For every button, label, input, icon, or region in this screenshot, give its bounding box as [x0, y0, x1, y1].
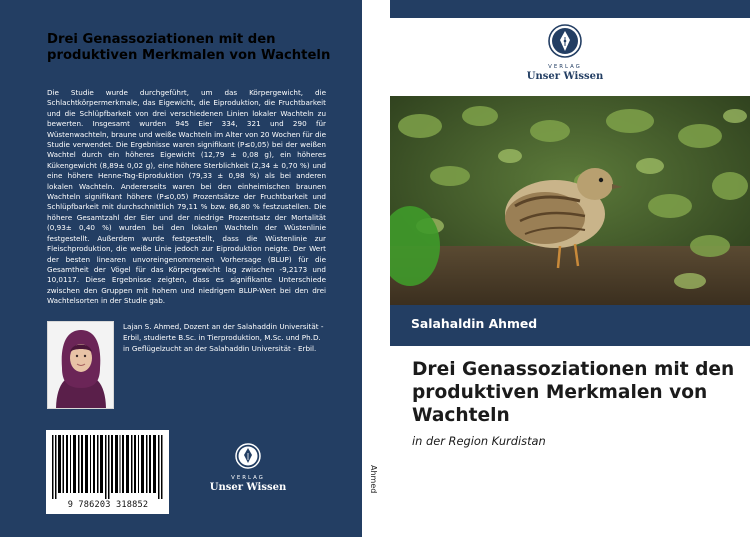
quail-photo-icon	[390, 96, 750, 305]
divider-rule	[390, 343, 750, 346]
back-publisher-verlag: VERLAG	[231, 475, 265, 481]
front-publisher-verlag: VERLAG	[548, 64, 582, 70]
fountain-pen-nib-icon	[235, 443, 261, 469]
spine	[362, 0, 390, 537]
isbn-number: 9 786203 318852	[67, 500, 149, 510]
cover-photo	[390, 96, 750, 305]
front-publisher-logo	[520, 24, 610, 82]
back-publisher-name: Unser Wissen	[209, 482, 287, 493]
back-publisher-logo	[208, 443, 288, 493]
front-subtitle: in der Region Kurdistan	[412, 434, 546, 448]
back-cover-title: Drei Genassoziationen mit den produktiven Merkmalen von Wachteln	[47, 32, 331, 63]
front-title: Drei Genassoziationen mit den produktiven Merkmalen von Wachteln	[412, 359, 735, 426]
barcode	[46, 430, 169, 514]
author-bio: Lajan S. Ahmed, Dozent an der Salahaddin Universität - Erbil, studierte B.Sc. in Tierproduktion, M.Sc. und Ph.D. in Geflügelzucht an der Salahaddin Universität - Erbil.	[123, 322, 324, 353]
fountain-pen-nib-icon	[548, 24, 582, 58]
front-top-bar	[390, 0, 750, 18]
front-publisher-name: Unser Wissen	[526, 71, 604, 82]
author-photo	[47, 321, 114, 409]
portrait-icon	[48, 322, 114, 409]
barcode-icon	[52, 435, 164, 499]
spine-author: Ahmed	[369, 465, 378, 494]
back-cover-blurb: Die Studie wurde durchgeführt, um das Körpergewicht, die Schlachtkörpermerkmale, das Eigewicht, die Eiproduktion, die Fruchtbarkeit und die Schlüpfbarkeit von drei verschiedenen Linien lokaler Wachteln zu bewerten. Insgesamt wurden 945 Eier 334, 321 und 290 für Wüstenwachteln, braune und weiße Wachteln im Alter von 20 Wochen für die Studie verwendet. Die Ergebnisse waren signifikant (P≤0,05) bei der weißen Wachtel durch ein höheres Eigewicht (12,79 ± 0,08 g), ein höheres Kükengewicht (8,89± 0,02 g), eine höhere Sterblichkeit (2,34 ± 0,70 %) und eine höhere Henne-Tag-Eiproduktion (79,33 ± 0,98 %) als bei anderen lokalen Wachteln. Andererseits waren bei den einheimischen braunen Wachteln signifikant höhere (P≤0,05) Prozentsätze der Fruchtbarkeit und Schlüpfbarkeit mit durchschnittlich 79,11 % bzw. 86,80 % festzustellen. Die höhere Gesamtzahl der Eier und der niedrige Prozentsatz der Mortalität (0,93± 0,40 %) wurden bei den lokalen Wachteln der Wüstenlinie festgestellt. Außerdem wurde festgestellt, dass die Wüstenlinie zur Fleischproduktion, die weiße Linie jedoch zur Eiproduktion neigte. Der Wert der besten linearen unvoreingenommenen Vorhersage (BLUP) für die Gesamtheit der Vögel für das Körpergewicht lag zwischen -9,2173 und 10,0117. Diese Ergebnisse zeigten, dass es signifikante Unterschiede zwischen den Gruppen mit hohem und niedrigem BLUP-Wert bei den drei Wachtelsorten in der Studie gab.	[47, 88, 326, 306]
front-author-name: Salahaldin Ahmed	[411, 316, 538, 331]
